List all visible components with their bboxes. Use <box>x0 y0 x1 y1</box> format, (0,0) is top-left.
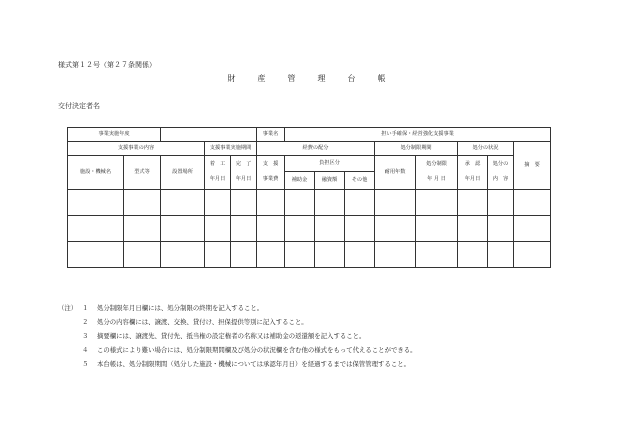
group-restriction: 処分制限期間 <box>375 142 458 156</box>
notes <box>58 301 417 371</box>
cell[interactable] <box>161 242 205 268</box>
cell[interactable] <box>231 190 257 216</box>
cell[interactable] <box>285 190 315 216</box>
cell[interactable] <box>458 190 488 216</box>
cell[interactable] <box>124 190 161 216</box>
cell[interactable] <box>285 216 315 242</box>
col-other: その他 <box>345 172 375 190</box>
note-item <box>58 343 417 357</box>
cell[interactable] <box>124 216 161 242</box>
form-number: 様式第１２号（第２７条関係） <box>58 61 156 69</box>
col-financing: 融資額 <box>315 172 345 190</box>
cell[interactable] <box>416 216 458 242</box>
cell[interactable] <box>161 216 205 242</box>
col-approval-date: 承 認 年月日 <box>458 156 488 190</box>
cell[interactable] <box>231 242 257 268</box>
table-row <box>68 242 551 268</box>
cell[interactable] <box>488 216 514 242</box>
note-number: １ <box>82 304 89 312</box>
group-allocation: 経費の配分 <box>257 142 375 156</box>
note-number: ４ <box>82 346 89 354</box>
cell[interactable] <box>68 242 124 268</box>
cell[interactable] <box>345 216 375 242</box>
cell[interactable] <box>315 190 345 216</box>
note-text: 処分制限年月日欄には、処分制限の終期を記入すること。 <box>97 304 264 312</box>
col-start-date: 着 工 年月日 <box>205 156 231 190</box>
recipient-label: 交付決定者名 <box>58 102 100 110</box>
cell[interactable] <box>124 242 161 268</box>
note-number: ２ <box>82 318 89 326</box>
cell[interactable] <box>458 216 488 242</box>
col-subsidy: 補助金 <box>285 172 315 190</box>
project-name-label: 事業名 <box>257 128 285 142</box>
note-number: ５ <box>82 360 89 368</box>
col-useful-life: 耐用年数 <box>375 156 416 190</box>
cell[interactable] <box>458 242 488 268</box>
col-restriction-date: 処分制限 年 月 日 <box>416 156 458 190</box>
note-item <box>58 357 417 371</box>
table-row <box>68 216 551 242</box>
cell[interactable] <box>375 216 416 242</box>
notes-prefix: （注） <box>58 304 78 312</box>
note-text: 本台帳は、処分制限期間（処分した施設・機械については承認年月日）を経過するまでは保管管理すること。 <box>97 360 411 368</box>
cell[interactable] <box>231 216 257 242</box>
cell[interactable] <box>514 190 551 216</box>
group-period: 支援事業実施期間 <box>205 142 257 156</box>
col-support-cost: 支 援 事業費 <box>257 156 285 190</box>
col-burden: 負担区分 <box>285 156 375 172</box>
cell[interactable] <box>488 190 514 216</box>
group-disposal: 処分の状況 <box>458 142 514 156</box>
note-item <box>58 301 417 315</box>
group-content: 支援事業の内容 <box>68 142 205 156</box>
col-disposal-content: 処分の 内 容 <box>488 156 514 190</box>
note-text: この様式により難い場合には、処分制限期間欄及び処分の状況欄を含む他の様式をもって代えることができる。 <box>97 346 417 354</box>
cell[interactable] <box>257 190 285 216</box>
col-remarks: 摘 要 <box>514 142 551 190</box>
cell[interactable] <box>345 190 375 216</box>
cell[interactable] <box>68 216 124 242</box>
cell[interactable] <box>205 190 231 216</box>
project-name-value: 担い手確保・経営強化支援事業 <box>285 128 551 142</box>
cell[interactable] <box>315 242 345 268</box>
col-model: 型式等 <box>124 156 161 190</box>
cell[interactable] <box>205 242 231 268</box>
project-year-label: 事業実施年度 <box>68 128 161 142</box>
col-location: 設置場所 <box>161 156 205 190</box>
note-text: 処分の内容欄には、譲渡、交換、貸付け、担保提供等別に記入すること。 <box>97 318 308 326</box>
cell[interactable] <box>257 216 285 242</box>
cell[interactable] <box>514 242 551 268</box>
cell[interactable] <box>285 242 315 268</box>
cell[interactable] <box>514 216 551 242</box>
cell[interactable] <box>488 242 514 268</box>
cell[interactable] <box>205 216 231 242</box>
cell[interactable] <box>416 190 458 216</box>
note-text: 摘要欄には、譲渡先、貸付先、抵当権の設定権者の名称又は補助金の返還額を記入すること。 <box>97 332 366 340</box>
cell[interactable] <box>315 216 345 242</box>
cell[interactable] <box>375 190 416 216</box>
col-facility: 施設・機械名 <box>68 156 124 190</box>
cell[interactable] <box>68 190 124 216</box>
note-number: ３ <box>82 332 89 340</box>
cell[interactable] <box>375 242 416 268</box>
col-end-date: 完 了 年月日 <box>231 156 257 190</box>
note-item <box>58 329 417 343</box>
cell[interactable] <box>161 190 205 216</box>
property-ledger-table <box>67 127 551 268</box>
table-row <box>68 190 551 216</box>
cell[interactable] <box>345 242 375 268</box>
cell[interactable] <box>257 242 285 268</box>
project-year-value[interactable] <box>161 128 257 142</box>
page-title: 財 産 管 理 台 帳 <box>227 74 393 83</box>
note-item <box>58 315 417 329</box>
cell[interactable] <box>416 242 458 268</box>
